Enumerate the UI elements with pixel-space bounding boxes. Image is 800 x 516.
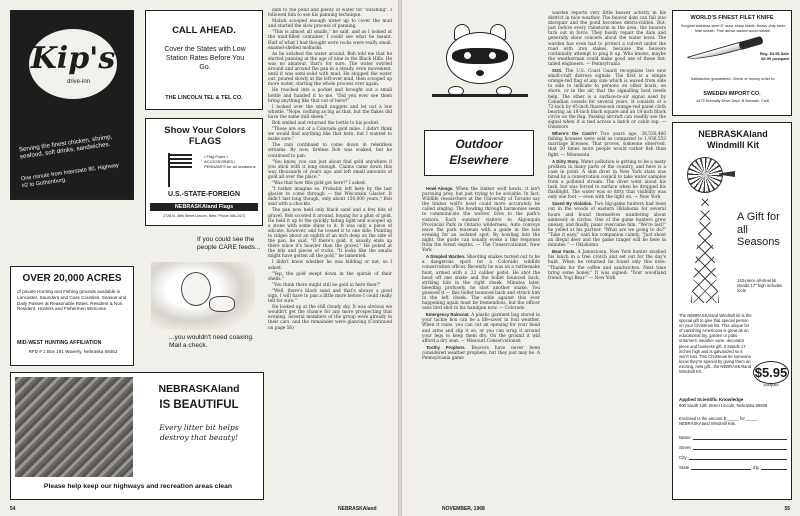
windmill-tower bbox=[691, 191, 719, 303]
item-text: Two big-game hunters had been out in the woods of eastern Oklahoma for several hours and found themselves wandering about aimlessly in circles. One of the game hunters grew uneasy, and finally, panic overcame him. "We're lost!" he yelled at his partner. "What are we going to do?" "Take it easy," said his companion calmly. "Just shoot an illegal deer and the game ranger will be here in minutes." — Oklahoma bbox=[548, 202, 666, 249]
raccoon-eye-left bbox=[464, 52, 471, 59]
item-title: Bear Facts. bbox=[552, 249, 576, 255]
beautiful-tag: Every litter bit helps destroy that beauty! bbox=[159, 423, 239, 442]
form-state-label: State bbox=[679, 465, 690, 470]
windmill-ad bbox=[672, 122, 792, 500]
windmill-tagline: A Gift for all Seasons bbox=[737, 211, 780, 248]
section-header bbox=[424, 130, 534, 176]
story-paragraph: "You think there might still be gold in here then?" bbox=[272, 282, 381, 288]
right-folio: 55 bbox=[784, 506, 790, 512]
tel-body: Cover the States with Low Station Rates Before You Go. bbox=[164, 46, 246, 71]
story-paragraph: The pan now held only black sand and a few bits of gravel. Bob scooted it around, hoping for a glint of gold. He held it up to the quickly fading light and scooped up a stone with some shine to it. It was only a piece of silicate, however, and he tossed it to one side. Pointing to ridges about an eighth of an inch deep on the side of the pan, he said, "If there's gold, it usually ends up there since it's heavier than the gravel." He poked at the bits and pieces of rocks. "It looks like the smalls might have gotten all the gold," he lamented. bbox=[268, 208, 392, 260]
raccoon-eye-right bbox=[489, 52, 496, 59]
story-paragraph: dam to the pond and plenty of water for "swishing". I followed him to see his panning technique. bbox=[268, 8, 392, 19]
story-paragraph: "This is almost all smalls," he said, and as I looked at the mud-filled container, I could see what he meant. Half of what I had thought were rocks were really small, enamel-shelled mollusks. bbox=[268, 30, 392, 51]
knife-description: Surgical stainless steel 6" razor sharp blade. Heavy duty steer hide sheath. Fine dense waxed wood handle. bbox=[680, 24, 786, 33]
form-row-state-zip[interactable] bbox=[679, 465, 787, 470]
form-name-label: Name bbox=[679, 435, 691, 440]
child-face bbox=[181, 272, 211, 306]
item-title: Where's the Catch? bbox=[552, 131, 597, 137]
windmill-price-note: postpaid bbox=[763, 382, 779, 387]
item-text: A plastic garment bag stored in your tackle box can be a life-saver in foul weather. When it rains, you can cut an opening for your head and arms and slip it on, or you can wrap it around your legs to keep them dry. On the ground it will afford a dry seat. — Missouri Conservationist bbox=[422, 313, 540, 344]
form-row-city[interactable] bbox=[679, 455, 787, 460]
knife-title: WORLD'S FINEST FILET KNIFE bbox=[690, 15, 774, 21]
item-text: Beavers have never been considered weather prophets, but they just may be. A Pennsylvania game bbox=[422, 345, 540, 361]
tel-ad bbox=[145, 10, 263, 110]
item-paragraph bbox=[422, 186, 540, 253]
story-paragraph: "Well, there's black sand and that's always a good sign. I will have to pan a little more before I could really tell for sure." bbox=[268, 288, 392, 305]
right-date: NOVEMBER, 1968 bbox=[442, 506, 485, 512]
item-paragraph bbox=[548, 131, 666, 157]
story-paragraph: "Those are out of a Colorado gold mine. I didn't think we would find anything like that here, but I wanted to make sure." bbox=[268, 127, 392, 143]
item-paragraph bbox=[548, 201, 666, 248]
item-paragraph bbox=[422, 254, 540, 311]
item-paragraph bbox=[548, 10, 666, 67]
kips-logo: Kip's bbox=[30, 41, 116, 76]
flags-title: Show Your Colors FLAGS bbox=[164, 125, 246, 147]
flags-ad bbox=[145, 118, 263, 226]
flags-address: 2726 N. 48th Street Lincoln, Nebr. Phone 466-2473 bbox=[163, 214, 245, 218]
story-paragraph: He reached into a pocket and brought out a small bottle and handed it to me. "Did you ever see them bring anything like that out of here?" bbox=[268, 88, 392, 104]
left-folio: 54 bbox=[10, 506, 16, 512]
flag-icon bbox=[170, 154, 192, 168]
form-city-label: City bbox=[679, 455, 687, 460]
story-paragraph: He looked up at the still cloudy sky. It was obvious we wouldn't get the chance for any more prospecting that evening. Several members of the group were already in their cars, and the remainder were glancing (Continued on page 56) bbox=[268, 305, 392, 331]
tel-footer: THE LINCOLN TEL & TEL CO. bbox=[165, 95, 243, 101]
care-top: If you could see the people CARE feeds... bbox=[197, 236, 261, 251]
item-title: Emergency Raincoat. bbox=[426, 312, 470, 318]
form-street-line[interactable] bbox=[693, 445, 787, 450]
windmill-company: Applied Scientific Knowledge bbox=[679, 397, 744, 402]
care-bottom: ...you wouldn't need coaxing. Mail a check. bbox=[169, 334, 254, 349]
left-page bbox=[0, 0, 398, 516]
form-row-name[interactable] bbox=[679, 435, 787, 440]
kips-sub: drive-inn bbox=[67, 79, 91, 85]
windmill-title: NEBRASKAland Windmill Kit bbox=[698, 129, 768, 150]
form-zip-line[interactable] bbox=[761, 465, 787, 470]
story-paragraph: Malick scooped enough water up to cover the mud and started the slow process of panning. bbox=[268, 19, 392, 30]
items-column-2 bbox=[548, 10, 666, 500]
beautiful-footer: Please help keep our highways and recreation areas clean bbox=[43, 483, 233, 490]
item-text: The U.S. Coast Guard recognizes two new small-craft distress signals. The first is a simple orange-red flag of any size which is waved from side to side to indicate to persons on other boats, on shore, or in the air, that the signalling boat needs help. The other is a surface-to-air signal used by Canadian vessels for several years. It consists of a 72-inch by 45-inch fluorescent orange-red panel cloth bearing an 18-inch black square and an 18-inch black circle on the flag. Passing aircraft can readily see the signal when it is tied across a hatch or cabin top. — Outdoors bbox=[548, 69, 666, 131]
form-street-label: Street bbox=[679, 445, 691, 450]
care-ad bbox=[145, 232, 263, 362]
left-footer: NEBRASKAland bbox=[338, 506, 377, 512]
litter-photo bbox=[15, 377, 133, 477]
windmill-price: $5.95 bbox=[753, 361, 789, 384]
raccoon-ground bbox=[432, 94, 528, 97]
form-state-line[interactable] bbox=[691, 465, 751, 470]
form-name-line[interactable] bbox=[693, 435, 787, 440]
kips-ad bbox=[10, 10, 134, 200]
section-title-line2: Elsewhere bbox=[449, 153, 509, 167]
child-hand bbox=[209, 296, 235, 312]
child-photo bbox=[151, 262, 255, 330]
knife-guarantee: Satisfaction guaranteed. Check or money order to: bbox=[690, 77, 776, 81]
acres-title: OVER 20,000 ACRES bbox=[22, 273, 122, 284]
right-page bbox=[402, 0, 800, 516]
story-paragraph: "Yep, the gold swept down in the spirals of their shells." bbox=[268, 271, 392, 282]
knife-handle-icon bbox=[738, 36, 763, 50]
item-title: A Dirty Story. bbox=[552, 158, 580, 164]
form-city-line[interactable] bbox=[689, 455, 787, 460]
story-paragraph: As he swished the water around, Bob told me that he started panning at the age of nine in the Black Hills. He was no amateur, that's for sure. The water swirled around and around the pan in a steady, even movement, until it was semi-solid with mud. He stopped the water out, poured slowly at the left-over mud, then scooped up more water, starting the whole process over again. bbox=[268, 51, 392, 88]
item-text: A Jamestown, New York hunter stashed his lunch in a tree crotch and set out for the day's hunt. When he returned he found only this note: "Thanks for the coffee and sandwiches. Next time bring some honey." It was signed: "Your woodland friend, Yogi Bear." — New York bbox=[548, 250, 666, 281]
item-text: warden reports very little beaver activity in his district in nice weather. The beaver dam can fall into disrepair and the pond becomes debris-ridden. But, just before every rainstorm in the area, the beavers turn out in force. They busily repair the dam and generally show concern about the water level. The warden has even had to protect a culvert under the road with iron stakes, because the beavers continually attempt to plug it up. Who knows, maybe the weatherman could make good use of these flat-tailed engineers. — Pennsylvania bbox=[548, 11, 666, 67]
item-paragraph bbox=[422, 312, 540, 344]
raccoon-nose bbox=[476, 70, 484, 76]
knife-price: Reg. $3.95 Sale $2.95 postpaid bbox=[759, 51, 789, 61]
form-zip-label: Zip bbox=[752, 465, 759, 470]
raccoon-mask bbox=[452, 48, 508, 64]
story-column bbox=[268, 8, 392, 498]
story-paragraph: I didn't know whether he was kidding or not, so I asked. bbox=[268, 260, 392, 271]
story-paragraph: Bob smiled and returned the bottle to his pocket. bbox=[272, 120, 380, 126]
item-paragraph bbox=[422, 345, 540, 361]
story-paragraph: "You know, you can just about find gold anywhere if you stick with it long enough. Claims came down this way thousands of years ago and left small amounts of gold all over the place." bbox=[268, 159, 392, 180]
story-paragraph: The rain continued to come down in relentless streams. By now, tireless Bob was soaked, but he continued to pan. bbox=[268, 143, 392, 159]
item-text: Two years ago, 38,530,460 fishing licenses were sold as compared to 1,936,553 marriage licenses. That proves, someone observed, that 20 times more people would rather fish than fight. — Minnesota bbox=[548, 132, 666, 158]
item-title: A Dimpled Warden. bbox=[426, 254, 466, 260]
story-paragraph: "I rather imagine so. Probably left here by the last glacier to come through — the Wisconsin Glacier. It didn't last long though, only about 150,000 years," Bob said with a chuckle. bbox=[268, 187, 392, 208]
item-text: Water pollution is getting to be a nasty problem in many parts of the country, and here is a case in point. A skin diver in New York state was hired by a conservation council to take water samples from a polluted stream. The diver went about his task, but was forced to surface when he dropped his flashlight. The water was so dirty that visibility was only one foot — even with the light on. — New York bbox=[548, 159, 666, 201]
item-paragraph bbox=[548, 68, 666, 130]
kips-location: One minute from Interstate 80, Highway #2 to Gothenburg. bbox=[20, 162, 120, 189]
knife-address: 4475 Nunnally Drive Dept. B Norwalk, Calif. bbox=[696, 99, 770, 103]
section-title-line1: Outdoor bbox=[455, 137, 503, 151]
acres-body: of private Hunting and Fishing grounds available in Lancaster, Saunders and Cass Counties. Season and Daily Passes at Reasonable Rates. Resident & Non Resident. Hunters and Fishermen Welcome bbox=[17, 289, 127, 312]
kips-body: Serving the finest chicken, shrimp, seafood, soft drinks, sandwiches. bbox=[18, 133, 113, 161]
story-paragraph: "Was that how this gold got here?" I asked. bbox=[272, 181, 367, 186]
items-column-1 bbox=[422, 186, 540, 500]
windmill-spec: 143-piece all-steel kit stands 17" high includes tools bbox=[737, 278, 783, 293]
form-row-street[interactable] bbox=[679, 445, 787, 450]
item-title: Saved By Violation. bbox=[552, 201, 593, 207]
item-paragraph bbox=[548, 249, 666, 281]
windmill-address: 800 South 13th Street Lincoln, Nebraska 68508 bbox=[679, 403, 768, 408]
item-title: Toothy Prophets. bbox=[426, 344, 466, 350]
knife-ad bbox=[672, 10, 792, 116]
windmill-body: The NEBRASKAland Windmill kit is the special gift to give that special person on your Christmas list. This unique bit of vanishing Americana is great as an educational toy, garden or patio ornament, weather vane, decorator piece and business gift. It stands 17 inches high and is galvanized so it won't rust. This Christmas let someone know they're special by giving them an exciting, new gift...the NEBRASKAland Windmill Kit. bbox=[679, 313, 752, 375]
acres-name: MID-WEST HUNTING AFFILIATION bbox=[17, 340, 102, 346]
item-title: SOS. bbox=[552, 68, 563, 74]
beautiful-line1: NEBRASKAland bbox=[158, 383, 240, 395]
windmill-icon bbox=[679, 155, 737, 305]
beautiful-ad bbox=[10, 372, 264, 500]
flags-items: • Flag Poles • ACCESSORIES • PENNANTS for all occasions bbox=[204, 154, 256, 169]
tel-title: CALL AHEAD. bbox=[172, 25, 236, 36]
raccoon-illustration bbox=[432, 16, 528, 106]
knife-blade-icon bbox=[687, 41, 743, 64]
acres-ad bbox=[10, 266, 134, 366]
flags-brand: U.S.-STATE-FOREIGN bbox=[167, 191, 241, 198]
beautiful-line2: IS BEAUTIFUL bbox=[159, 399, 239, 411]
item-text: When the timber wolf howls, it isn't pursuing prey, but just trying to be sociable. In fact, Wildlife researchers at the University of Toronto say the timber wolf's howl could more accurately be called singing. The howling through harmonies seem to communicate the wolves' lives to the park's visitors. Each summer visitors to Algonquin Provincial Park in Ontario wilderness. Auto convoys leave the park museum with a guide in the late evening for an isolated spot. By howling into the night, the guide can usually evoke a like response from the forest depths. — The Conservationist, New York bbox=[422, 187, 540, 254]
windmill-wheel bbox=[687, 157, 723, 193]
item-title: Howl-Alongs. bbox=[426, 186, 454, 191]
flags-company: NEBRASKAland Flags bbox=[150, 203, 258, 211]
knife-company: SWEDEN IMPORT CO. bbox=[703, 91, 761, 97]
story-paragraph: I looked over the small nuggets and let out a low whistle. "Nope, nothing as big as that, but the flakes did have the same dull sheen." bbox=[268, 104, 392, 120]
order-form bbox=[679, 435, 787, 470]
windmill-enclosed: Enclosed is the amount $ _____ for _____ NEBRASKAland Windmill Kits. bbox=[679, 416, 758, 426]
item-paragraph bbox=[548, 159, 666, 201]
acres-address: RFD # 1 Box 191 Waverly, Nebraska 68462 bbox=[28, 349, 118, 354]
item-text: Shooting snakes turned out to be a dangerous sport for a Colorado wildlife conservation officer. Recently he was on a rattlesnake hunt, armed with a .22 caliber pistol. He shot the head off one snake and the bullet bounced back, striking him in the right cheek. Minutes later, bleeding profusely, he shot another snake. You guessed it — this bullet bounced back and struck him in the left cheek. The odds against this ever happening again must be tremendous, but the officer uses bird shot in his handgun now. — Colorado bbox=[422, 255, 540, 312]
